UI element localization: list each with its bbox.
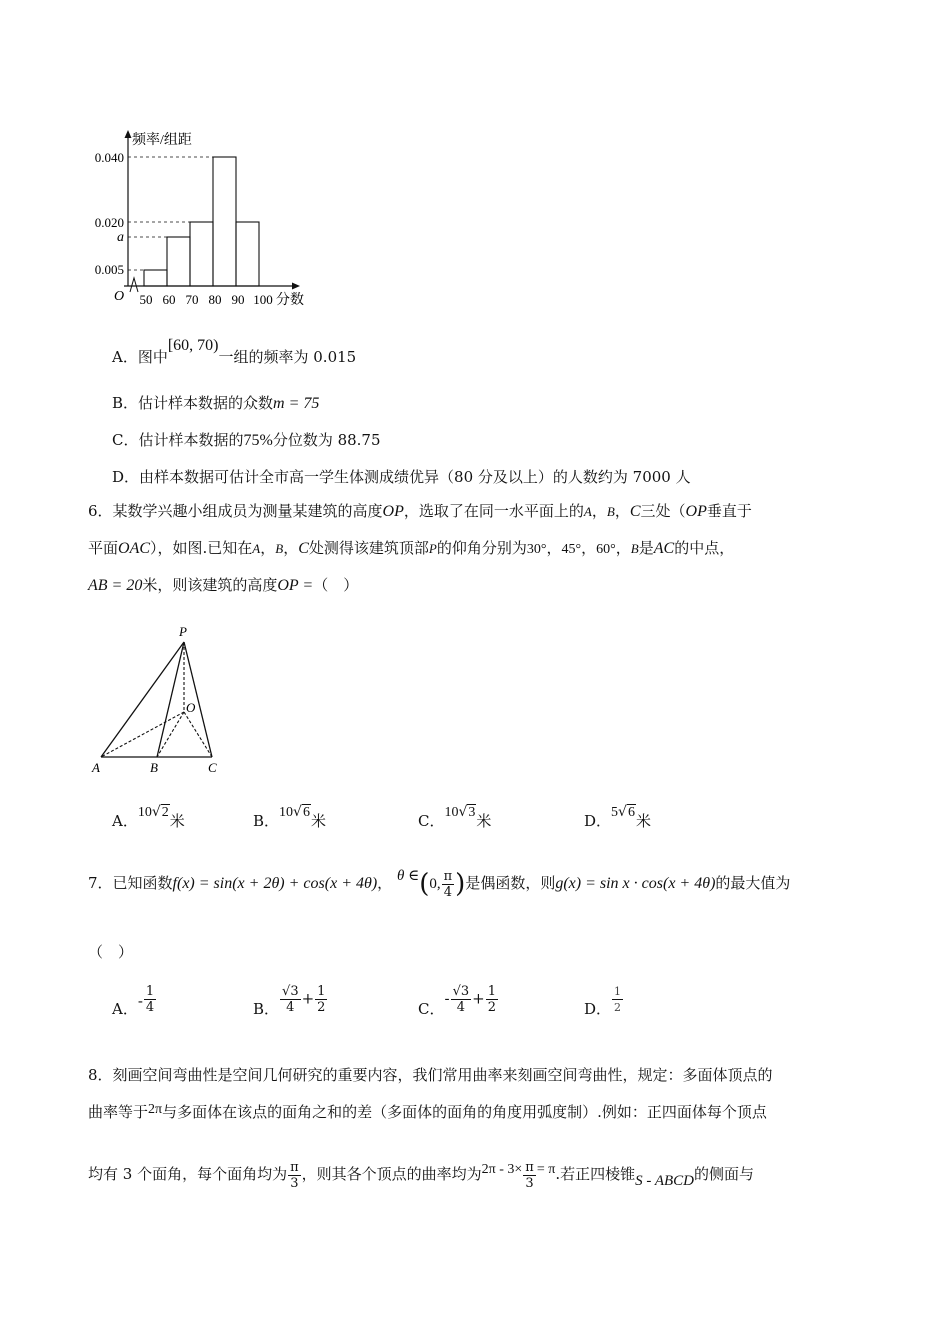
x-tick-60: 60 bbox=[162, 292, 176, 307]
q7-option-c[interactable]: C．- $\frac{√3}{4}$ + $\frac{1}{2}$ bbox=[418, 984, 496, 1018]
fig-label-c: C bbox=[208, 760, 217, 774]
q8-line-3: 均有 3 个面角，每个面角均为 $\frac{\pi}{3}$ ，则其各个顶点的曲率均为2π - 3× $\frac{\pi}{3}$ = π.若正四棱锥S - ABCD的侧面与 bbox=[88, 1159, 754, 1191]
fig-label-b: B bbox=[150, 760, 158, 774]
q7-blank: （ ） bbox=[88, 943, 134, 961]
fig-label-p: P bbox=[179, 624, 187, 639]
y-tick-a: a bbox=[117, 230, 124, 245]
x-tick-70: 70 bbox=[185, 292, 199, 307]
histogram-bar-50-60 bbox=[144, 270, 167, 286]
fig-label-o: O bbox=[186, 700, 196, 715]
q6-option-b[interactable]: B．10√6米 bbox=[253, 804, 326, 830]
q6-line-1: 6．某数学兴趣小组成员为测量某建筑的高度OP，选取了在同一水平面上的A，B，C三处（OP垂直于 bbox=[88, 502, 752, 520]
q6-option-c[interactable]: C．10√3米 bbox=[418, 804, 492, 830]
histogram-bar-90-100 bbox=[236, 222, 259, 286]
histogram-bar-60-70 bbox=[167, 237, 190, 286]
fig-label-a: A bbox=[92, 760, 100, 774]
x-tick-100: 100 bbox=[253, 292, 273, 307]
q5-option-a[interactable]: A．图中[60, 70)一组的频率为 0.015 bbox=[112, 337, 357, 366]
q8-line-2: 曲率等于2π与多面体在该点的面角之和的差（多面体的面角的角度用弧度制）.例如：正四面体每个顶点 bbox=[88, 1102, 767, 1121]
frequency-histogram bbox=[80, 128, 320, 318]
y-tick-0005: 0.005 bbox=[94, 262, 124, 277]
q6-option-a[interactable]: A．10√2米 bbox=[112, 804, 185, 830]
origin-label: O bbox=[114, 289, 125, 304]
q6-line-3: AB = 20米，则该建筑的高度OP =（ ） bbox=[88, 576, 359, 594]
y-tick-0020: 0.020 bbox=[94, 215, 124, 230]
q8-line-1: 8．刻画空间弯曲性是空间几何研究的重要内容，我们常用曲率来刻画空间弯曲性，规定：多面体顶点的 bbox=[88, 1066, 773, 1084]
q7-option-a[interactable]: A．- $\frac{1}{4}$ bbox=[112, 984, 155, 1018]
q6-option-d[interactable]: D．5√6米 bbox=[584, 804, 651, 830]
q5-option-b[interactable]: B．估计样本数据的众数m = 75 bbox=[112, 394, 320, 412]
q5-option-d[interactable]: D．由样本数据可估计全市高一学生体测成绩优异（80 分及以上）的人数约为 7000 人 bbox=[112, 468, 691, 486]
q7-line-1: 7．已知函数f(x) = sin(x + 2θ) + cos(x + 4θ)， θ ∈(0, $\frac{\pi}{4}$ )是偶函数，则g(x) = sin x · cos(x + 4θ)的最大值为 bbox=[88, 868, 791, 900]
x-tick-90: 90 bbox=[231, 292, 245, 307]
y-tick-0040: 0.040 bbox=[94, 150, 124, 165]
y-axis-label: 频率/组距 bbox=[132, 133, 192, 148]
q6-line-2: 平面OAC），如图.已知在A，B，C处测得该建筑顶部P的仰角分别为30°，45°，60°，B是AC的中点， bbox=[88, 539, 735, 557]
x-tick-80: 80 bbox=[208, 292, 222, 307]
histogram-bar-80-90 bbox=[213, 157, 236, 286]
pyramid-figure bbox=[88, 624, 228, 774]
q5-option-c[interactable]: C．估计样本数据的75%分位数为 88.75 bbox=[112, 431, 381, 449]
q7-option-b[interactable]: B． $\frac{√3}{4}$ + $\frac{1}{2}$ bbox=[253, 984, 326, 1018]
histogram-bar-70-80 bbox=[190, 222, 213, 286]
x-tick-50: 50 bbox=[139, 292, 153, 307]
x-axis-unit: 分数 bbox=[276, 293, 304, 308]
q5-interval: [60, 70) bbox=[167, 337, 219, 354]
q7-option-d[interactable]: D． $\frac{1}{2}$ bbox=[584, 985, 622, 1018]
